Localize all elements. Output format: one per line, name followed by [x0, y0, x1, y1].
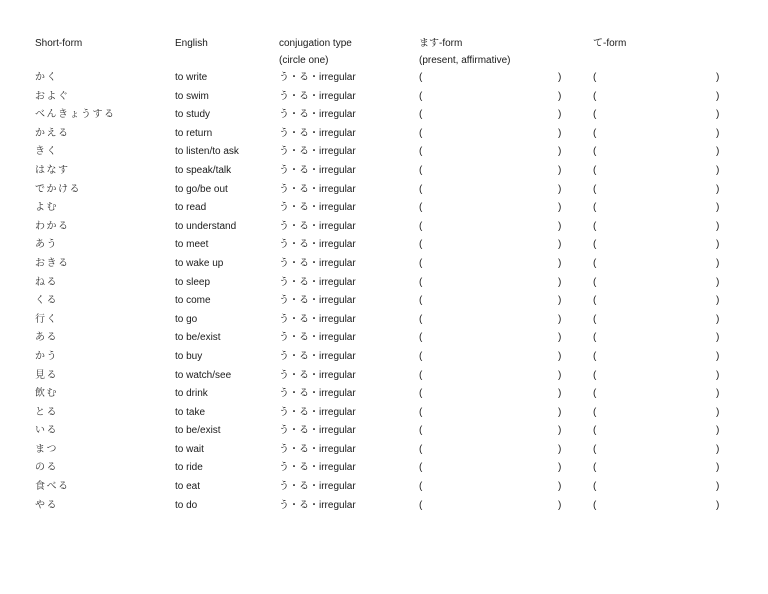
- english-meaning: to wait: [175, 443, 204, 455]
- masu-blank-open[interactable]: (: [419, 127, 423, 139]
- table-row: [0, 163, 768, 182]
- masu-blank-close: ): [558, 90, 562, 102]
- table-row: [0, 460, 768, 479]
- masu-blank-open[interactable]: (: [419, 239, 423, 251]
- short-form-verb: 見る: [35, 369, 58, 381]
- table-row: [0, 107, 768, 126]
- masu-blank-open[interactable]: (: [419, 388, 423, 400]
- english-meaning: to come: [175, 295, 211, 307]
- te-blank-close: ): [716, 239, 720, 251]
- te-blank-close: ): [716, 202, 720, 214]
- conjugation-options[interactable]: う・る・irregular: [279, 443, 356, 455]
- conjugation-options[interactable]: う・る・irregular: [279, 183, 356, 195]
- masu-blank-close: ): [558, 388, 562, 400]
- masu-blank-close: ): [558, 406, 562, 418]
- table-row: [0, 312, 768, 331]
- conjugation-options[interactable]: う・る・irregular: [279, 350, 356, 362]
- masu-blank-open[interactable]: (: [419, 90, 423, 102]
- table-row: [0, 182, 768, 201]
- masu-blank-open[interactable]: (: [419, 313, 423, 325]
- conjugation-options[interactable]: う・る・irregular: [279, 481, 356, 493]
- table-row: [0, 89, 768, 108]
- short-form-verb: くる: [35, 295, 58, 307]
- short-form-verb: およぐ: [35, 90, 70, 102]
- english-meaning: to understand: [175, 220, 237, 232]
- english-meaning: to return: [175, 127, 213, 139]
- masu-blank-close: ): [558, 202, 562, 214]
- te-blank-open[interactable]: (: [593, 127, 597, 139]
- short-form-verb: わかる: [35, 220, 70, 232]
- table-row: [0, 126, 768, 145]
- conjugation-options[interactable]: う・る・irregular: [279, 90, 356, 102]
- masu-blank-close: ): [558, 443, 562, 455]
- short-form-verb: おきる: [35, 257, 70, 269]
- te-blank-close: ): [716, 109, 720, 121]
- masu-blank-close: ): [558, 276, 562, 288]
- masu-blank-open[interactable]: (: [419, 443, 423, 455]
- english-meaning: to meet: [175, 239, 209, 251]
- te-blank-open[interactable]: (: [593, 202, 597, 214]
- masu-blank-open[interactable]: (: [419, 257, 423, 269]
- table-row: [0, 386, 768, 405]
- masu-blank-open[interactable]: (: [419, 276, 423, 288]
- short-form-verb: かく: [35, 72, 58, 83]
- short-form-verb: あう: [35, 239, 58, 251]
- te-blank-open[interactable]: (: [593, 109, 597, 121]
- masu-blank-close: ): [558, 146, 562, 158]
- te-blank-open[interactable]: (: [593, 313, 597, 325]
- te-blank-open[interactable]: (: [593, 90, 597, 102]
- te-blank-open[interactable]: (: [593, 369, 597, 381]
- conjugation-options[interactable]: う・る・irregular: [279, 164, 356, 176]
- masu-blank-close: ): [558, 295, 562, 307]
- english-meaning: to be/exist: [175, 332, 221, 344]
- masu-blank-open[interactable]: (: [419, 350, 423, 362]
- te-blank-open[interactable]: (: [593, 220, 597, 232]
- te-blank-close: ): [716, 295, 720, 307]
- masu-blank-close: ): [558, 481, 562, 493]
- english-meaning: to ride: [175, 462, 203, 474]
- te-blank-open[interactable]: (: [593, 388, 597, 400]
- header-short-form: Short-form: [35, 38, 83, 49]
- te-blank-close: ): [716, 481, 720, 493]
- conjugation-options[interactable]: う・る・irregular: [279, 202, 356, 214]
- te-blank-open[interactable]: (: [593, 425, 597, 437]
- table-row: [0, 237, 768, 256]
- masu-blank-close: ): [558, 499, 562, 511]
- te-blank-close: ): [716, 425, 720, 437]
- te-blank-open[interactable]: (: [593, 406, 597, 418]
- masu-blank-close: ): [558, 220, 562, 232]
- te-blank-close: ): [716, 313, 720, 325]
- conjugation-options[interactable]: う・る・irregular: [279, 295, 356, 307]
- short-form-verb: ねる: [35, 276, 58, 288]
- english-meaning: to go/be out: [175, 183, 228, 195]
- english-meaning: to study: [175, 109, 211, 121]
- english-meaning: to take: [175, 406, 206, 418]
- english-meaning: to eat: [175, 481, 201, 493]
- english-meaning: to swim: [175, 90, 209, 102]
- conjugation-options[interactable]: う・る・irregular: [279, 332, 356, 344]
- short-form-verb: 行く: [35, 313, 58, 325]
- conjugation-options[interactable]: う・る・irregular: [279, 499, 356, 511]
- table-row: [0, 405, 768, 424]
- conjugation-options[interactable]: う・る・irregular: [279, 257, 356, 269]
- te-blank-open[interactable]: (: [593, 443, 597, 455]
- masu-blank-close: ): [558, 164, 562, 176]
- english-meaning: to wake up: [175, 257, 224, 269]
- te-blank-open[interactable]: (: [593, 146, 597, 158]
- header-masu-form: ます-form: [419, 38, 463, 49]
- masu-blank-open[interactable]: (: [419, 146, 423, 158]
- table-row: [0, 219, 768, 238]
- te-blank-close: ): [716, 443, 720, 455]
- conjugation-options[interactable]: う・る・irregular: [279, 313, 356, 325]
- conjugation-options[interactable]: う・る・irregular: [279, 388, 356, 400]
- te-blank-close: ): [716, 257, 720, 269]
- masu-blank-open[interactable]: (: [419, 220, 423, 232]
- masu-blank-close: ): [558, 332, 562, 344]
- english-meaning: to buy: [175, 350, 203, 362]
- header-te-form: て-form: [593, 38, 627, 49]
- short-form-verb: とる: [35, 406, 58, 418]
- table-row: [0, 293, 768, 312]
- masu-blank-close: ): [558, 425, 562, 437]
- conjugation-options[interactable]: う・る・irregular: [279, 406, 356, 418]
- te-blank-open[interactable]: (: [593, 332, 597, 344]
- english-meaning: to sleep: [175, 276, 211, 288]
- english-meaning: to do: [175, 499, 198, 511]
- short-form-verb: 食べる: [35, 481, 70, 493]
- short-form-verb: べんきょうする: [35, 109, 116, 121]
- te-blank-close: ): [716, 276, 720, 288]
- short-form-verb: ある: [35, 332, 58, 344]
- short-form-verb: いる: [35, 425, 58, 437]
- short-form-verb: やる: [35, 499, 58, 511]
- masu-blank-open[interactable]: (: [419, 109, 423, 121]
- masu-blank-close: ): [558, 183, 562, 195]
- english-meaning: to watch/see: [175, 369, 232, 381]
- te-blank-close: ): [716, 220, 720, 232]
- table-row: [0, 423, 768, 442]
- table-row: [0, 275, 768, 294]
- te-blank-close: ): [716, 406, 720, 418]
- masu-blank-close: ): [558, 109, 562, 121]
- english-meaning: to be/exist: [175, 425, 221, 437]
- table-row: [0, 349, 768, 368]
- header-english: English: [175, 38, 208, 49]
- english-meaning: to speak/talk: [175, 164, 232, 176]
- te-blank-close: ): [716, 388, 720, 400]
- te-blank-close: ): [716, 127, 720, 139]
- te-blank-close: ): [716, 90, 720, 102]
- te-blank-open[interactable]: (: [593, 481, 597, 493]
- te-blank-close: ): [716, 146, 720, 158]
- te-blank-close: ): [716, 350, 720, 362]
- header-conjugation-note: (circle one): [279, 55, 329, 66]
- masu-blank-close: ): [558, 313, 562, 325]
- table-row: [0, 442, 768, 461]
- te-blank-open[interactable]: (: [593, 257, 597, 269]
- te-blank-open[interactable]: (: [593, 183, 597, 195]
- short-form-verb: かえる: [35, 127, 70, 139]
- short-form-verb: まつ: [35, 443, 58, 455]
- te-blank-close: ): [716, 369, 720, 381]
- header-conjugation-type: conjugation type: [279, 38, 352, 49]
- short-form-verb: 飲む: [35, 388, 58, 400]
- short-form-verb: でかける: [35, 183, 81, 195]
- te-blank-close: ): [716, 332, 720, 344]
- te-blank-close: ): [716, 164, 720, 176]
- masu-blank-close: ): [558, 462, 562, 474]
- conjugation-options[interactable]: う・る・irregular: [279, 276, 356, 288]
- table-row: [0, 144, 768, 163]
- te-blank-open[interactable]: (: [593, 72, 597, 83]
- header-masu-note: (present, affirmative): [419, 55, 511, 66]
- te-blank-open[interactable]: (: [593, 164, 597, 176]
- conjugation-options[interactable]: う・る・irregular: [279, 369, 356, 381]
- short-form-verb: のる: [35, 462, 58, 474]
- english-meaning: to listen/to ask: [175, 146, 239, 158]
- conjugation-options[interactable]: う・る・irregular: [279, 109, 356, 121]
- masu-blank-open[interactable]: (: [419, 481, 423, 493]
- verb-table: [0, 70, 768, 516]
- short-form-verb: きく: [35, 146, 58, 158]
- te-blank-open[interactable]: (: [593, 276, 597, 288]
- te-blank-close: ): [716, 72, 720, 83]
- te-blank-close: ): [716, 183, 720, 195]
- masu-blank-open[interactable]: (: [419, 425, 423, 437]
- masu-blank-open[interactable]: (: [419, 406, 423, 418]
- masu-blank-open[interactable]: (: [419, 295, 423, 307]
- masu-blank-open[interactable]: (: [419, 369, 423, 381]
- te-blank-open[interactable]: (: [593, 499, 597, 511]
- masu-blank-open[interactable]: (: [419, 499, 423, 511]
- short-form-verb: よむ: [35, 202, 58, 214]
- masu-blank-close: ): [558, 369, 562, 381]
- te-blank-close: ): [716, 499, 720, 511]
- conjugation-options[interactable]: う・る・irregular: [279, 220, 356, 232]
- table-row: [0, 479, 768, 498]
- conjugation-options[interactable]: う・る・irregular: [279, 425, 356, 437]
- conjugation-options[interactable]: う・る・irregular: [279, 462, 356, 474]
- short-form-verb: はなす: [35, 164, 70, 176]
- table-row: [0, 256, 768, 275]
- english-meaning: to write: [175, 72, 208, 83]
- masu-blank-open[interactable]: (: [419, 183, 423, 195]
- masu-blank-close: ): [558, 239, 562, 251]
- te-blank-open[interactable]: (: [593, 350, 597, 362]
- conjugation-options[interactable]: う・る・irregular: [279, 239, 356, 251]
- conjugation-options[interactable]: う・る・irregular: [279, 127, 356, 139]
- conjugation-options[interactable]: う・る・irregular: [279, 146, 356, 158]
- masu-blank-open[interactable]: (: [419, 462, 423, 474]
- english-meaning: to go: [175, 313, 198, 325]
- te-blank-open[interactable]: (: [593, 295, 597, 307]
- table-row: [0, 70, 768, 89]
- table-row: [0, 330, 768, 349]
- masu-blank-close: ): [558, 257, 562, 269]
- table-row: [0, 498, 768, 517]
- table-row: [0, 200, 768, 219]
- masu-blank-open[interactable]: (: [419, 202, 423, 214]
- masu-blank-open[interactable]: (: [419, 332, 423, 344]
- te-blank-open[interactable]: (: [593, 462, 597, 474]
- te-blank-close: ): [716, 462, 720, 474]
- te-blank-open[interactable]: (: [593, 239, 597, 251]
- english-meaning: to drink: [175, 388, 208, 400]
- english-meaning: to read: [175, 202, 207, 214]
- masu-blank-close: ): [558, 350, 562, 362]
- short-form-verb: かう: [35, 350, 58, 362]
- table-row: [0, 368, 768, 387]
- masu-blank-close: ): [558, 127, 562, 139]
- masu-blank-open[interactable]: (: [419, 72, 423, 83]
- conjugation-options[interactable]: う・る・irregular: [279, 72, 356, 83]
- masu-blank-open[interactable]: (: [419, 164, 423, 176]
- masu-blank-close: ): [558, 72, 562, 83]
